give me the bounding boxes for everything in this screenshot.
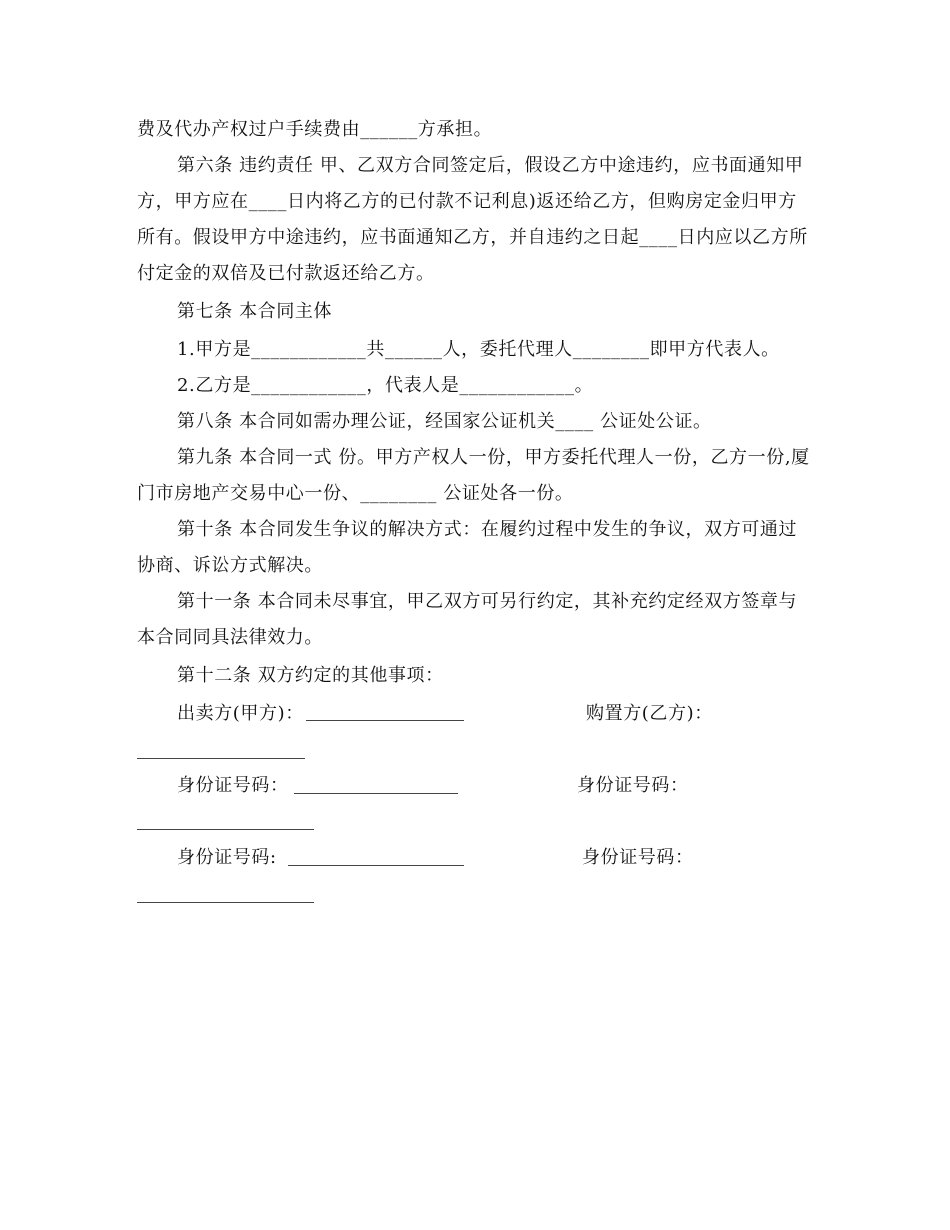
article-9-line-1: 第九条 本合同一式 份。甲方产权人一份，甲方委托代理人一份，乙方一份,厦 <box>177 447 810 468</box>
article-11-line-1: 第十一条 本合同未尽事宜，甲乙双方可另行约定，其补充约定经双方签章与 <box>177 591 798 612</box>
fee-clause-line: 费及代办产权过户手续费由______方承担。 <box>137 119 493 140</box>
seller-id-blank-2 <box>288 865 464 866</box>
article-6-line-2: 方，甲方应在____日内将乙方的已付款不记利息)返还给乙方，但购房定金归甲方 <box>137 191 797 212</box>
article-12-line-1: 第十二条 双方约定的其他事项： <box>177 665 444 686</box>
seller-name-blank <box>306 720 464 721</box>
buyer-label: 购置方(乙方)： <box>586 703 713 724</box>
buyer-id-label-2: 身份证号码： <box>582 847 694 868</box>
buyer-id-blank <box>137 829 314 830</box>
buyer-id-label: 身份证号码： <box>577 775 689 796</box>
article-10-line-2: 协商、诉讼方式解决。 <box>137 555 323 576</box>
article-6-line-1: 第六条 违约责任 甲、乙双方合同签定后，假设乙方中途违约，应书面通知甲 <box>177 155 804 176</box>
article-8-line-1: 第八条 本合同如需办理公证，经国家公证机关____ 公证处公证。 <box>177 411 712 432</box>
seller-id-label-2: 身份证号码: <box>177 847 277 868</box>
article-6-line-4: 付定金的双倍及已付款返还给乙方。 <box>137 263 435 284</box>
seller-id-blank <box>294 793 458 794</box>
article-7-item-1: 1.甲方是____________共______人，委托代理人________即甲方代表人。 <box>177 339 780 360</box>
article-10-line-1: 第十条 本合同发生争议的解决方式：在履约过程中发生的争议，双方可通过 <box>177 519 798 540</box>
buyer-name-blank <box>137 758 305 759</box>
article-6-line-3: 所有。假设甲方中途违约，应书面通知乙方，并自违约之日起____日内应以乙方所 <box>137 227 808 248</box>
article-7-item-2: 2.乙方是____________，代表人是____________。 <box>177 375 594 396</box>
seller-id-label: 身份证号码： <box>177 775 289 796</box>
article-9-line-2: 门市房地产交易中心一份、________ 公证处各一份。 <box>137 483 574 504</box>
buyer-id-blank-2 <box>137 902 314 903</box>
article-7-title: 第七条 本合同主体 <box>177 301 333 322</box>
seller-label: 出卖方(甲方)： <box>177 703 304 724</box>
article-11-line-2: 本合同同具法律效力。 <box>137 627 323 648</box>
